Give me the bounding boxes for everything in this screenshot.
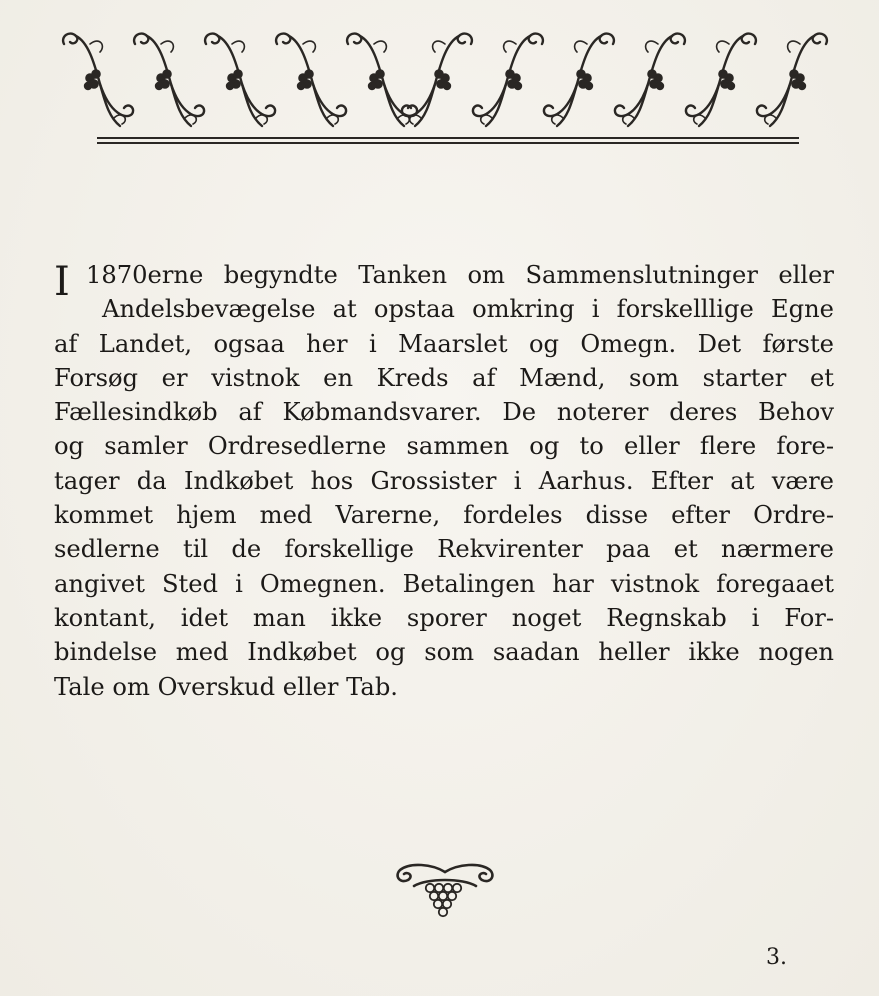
scroll-ornament-unit — [347, 34, 417, 126]
header-rule-top — [97, 137, 799, 139]
body-paragraph — [54, 258, 834, 704]
scroll-ornament-unit — [544, 34, 614, 126]
text-line-9: sedlerne til de forskellige Rekvirenter paa et nærmere — [54, 535, 834, 564]
text-line-7: tager da Indkøbet hos Grossister i Aarhus. Efter at være — [54, 466, 834, 495]
header-rule-bottom — [97, 142, 799, 144]
scroll-ornament-unit — [63, 34, 133, 126]
scroll-ornament-unit — [402, 34, 472, 126]
text-line-11: kontant, idet man ikke sporer noget Regnskab i For- — [54, 603, 834, 632]
scroll-ornament-unit — [686, 34, 756, 126]
scroll-ornament-unit — [757, 34, 827, 126]
text-line-12: bindelse med Indkøbet og som saadan heller ikke nogen — [54, 638, 834, 667]
scroll-ornament-unit — [473, 34, 543, 126]
text-line-1: 1870erne begyndte Tanken om Sammenslutninger eller — [86, 261, 834, 289]
scroll-ornament-unit — [615, 34, 685, 126]
text-line-3: af Landet, ogsaa her i Maarslet og Omegn. Det første — [54, 329, 834, 358]
text-line-4: Forsøg er vistnok en Kreds af Mænd, som starter et — [54, 363, 834, 392]
scroll-ornament-unit — [205, 34, 275, 126]
scroll-vine-border-icon — [50, 22, 830, 142]
scroll-ornament-unit — [276, 34, 346, 126]
page-number: 3. — [766, 945, 787, 970]
text-line-8: kommet hjem med Varerne, fordeles disse efter Ordre- — [54, 501, 834, 530]
scroll-ornament-unit — [134, 34, 204, 126]
text-line-5: Fællesindkøb af Købmandsvarer. De noterer deres Behov — [54, 398, 834, 427]
grape-cluster-flourish-icon — [392, 858, 498, 920]
text-line-13: Tale om Overskud eller Tab. — [54, 672, 398, 701]
text-line-2: Andelsbevægelse at opstaa omkring i forskelllige Egne — [102, 295, 834, 324]
text-line-10: angivet Sted i Omegnen. Betalingen har vistnok foregaaet — [54, 569, 834, 598]
drop-initial: I — [54, 259, 70, 305]
text-line-6: og samler Ordresedlerne sammen og to eller flere fore- — [54, 432, 834, 461]
